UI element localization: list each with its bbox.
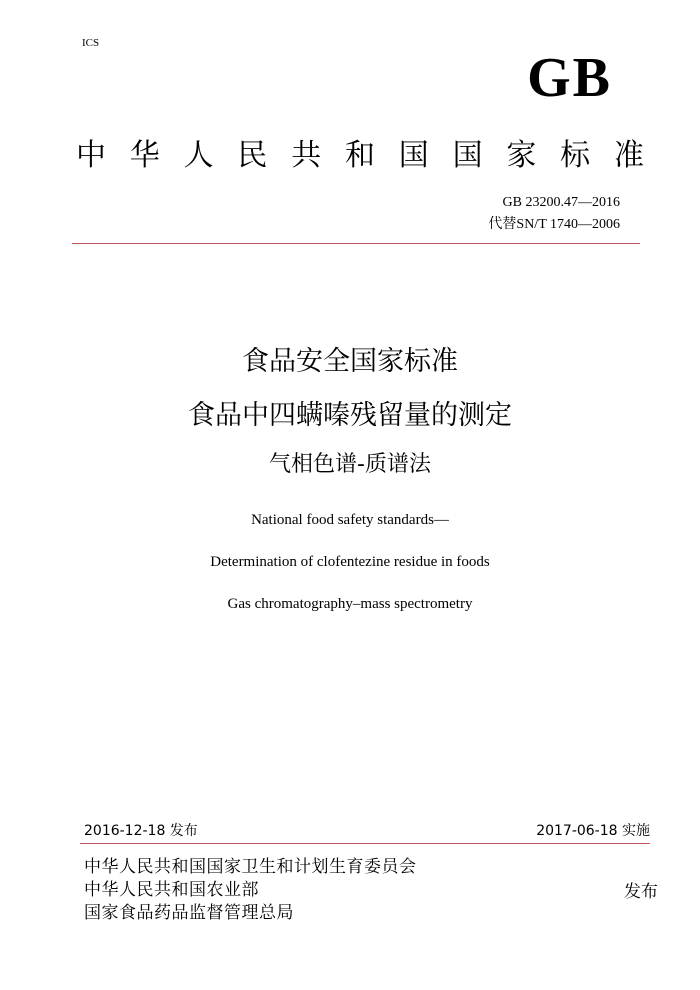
heading-char: 国: [452, 138, 483, 173]
bottom-divider: [80, 843, 650, 844]
implement-date: 2017-06-18 实施: [536, 823, 650, 839]
title-en-line1: National food safety standards—: [251, 512, 449, 528]
standard-number-block: [488, 192, 620, 236]
heading-char: 中: [76, 138, 106, 173]
title-en-line3: Gas chromatography–mass spectrometry: [227, 596, 473, 612]
heading-char: 民: [237, 138, 268, 173]
publish-label: 发布: [624, 882, 658, 902]
title-cn-line1: 食品安全国家标准: [242, 346, 458, 377]
heading-char: 人: [183, 138, 214, 173]
title-cn-line3: 气相色谱-质谱法: [269, 452, 431, 477]
issue-date: 2016-12-18 发布: [84, 823, 198, 839]
title-en-line2: Determination of clofentezine residue in foods: [210, 554, 490, 570]
ics-label: ICS: [82, 37, 100, 49]
national-standard-heading: [76, 136, 644, 176]
issuer-line: 中华人民共和国国家卫生和计划生育委员会: [84, 857, 417, 877]
issuer-line: 中华人民共和国农业部: [84, 880, 259, 900]
heading-char: 共: [291, 138, 322, 173]
heading-char: 和: [344, 138, 375, 173]
heading-char: 标: [560, 138, 591, 173]
heading-char: 家: [506, 138, 537, 173]
heading-char: 国: [398, 138, 429, 173]
issuer-line: 国家食品药品监督管理总局: [84, 903, 294, 923]
gb-logo: GB: [527, 47, 612, 109]
title-cn-line2: 食品中四螨嗪残留量的测定: [188, 400, 512, 431]
replaces-standard: 代替SN/T 1740—2006: [488, 217, 620, 232]
standard-number: GB 23200.47—2016: [502, 195, 620, 210]
top-divider: [72, 243, 640, 244]
heading-char: 准: [613, 138, 644, 173]
heading-char: 华: [129, 138, 160, 173]
